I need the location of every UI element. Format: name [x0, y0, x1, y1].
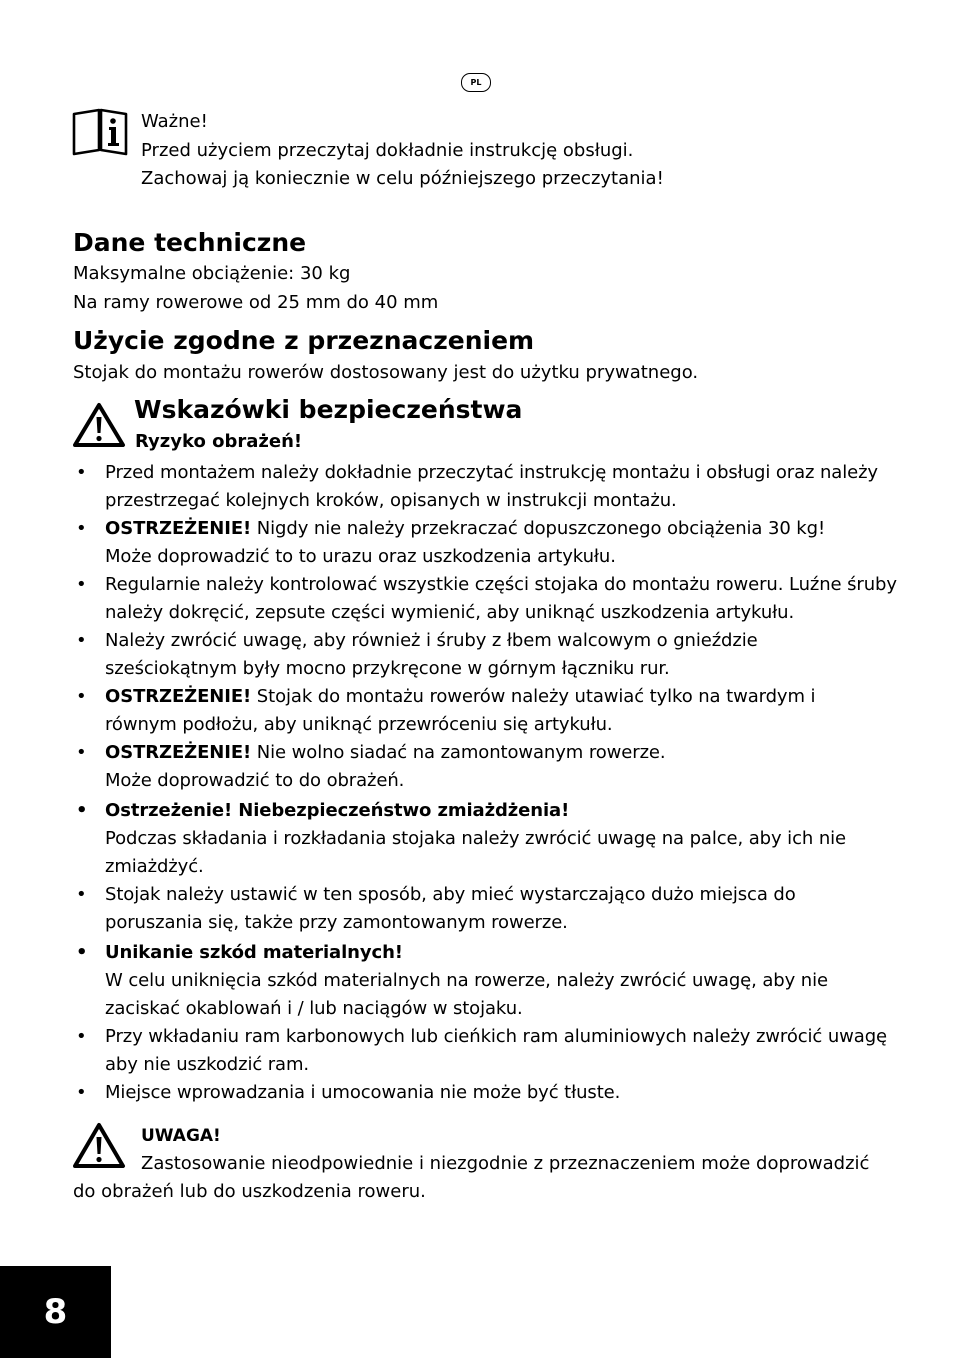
important-title: Ważne!: [141, 111, 208, 132]
caution-line-2: do obrażeń lub do uszkodzenia roweru.: [73, 1181, 426, 1202]
page-number: 8: [0, 1266, 111, 1358]
important-notice: [141, 108, 664, 194]
injury-risk-subheading: Ryzyko obrażeń!: [135, 431, 303, 452]
frame-size-line: Na ramy rowerowe od 25 mm do 40 mm: [73, 291, 439, 313]
warning-label: OSTRZEŻENIE!: [105, 686, 252, 707]
list-item: • Miejsce wprowadzania i umocowania nie może być tłuste.: [76, 1082, 621, 1103]
list-item: • Regularnie należy kontrolować wszystkie części stojaka do montażu roweru. Luźne śruby należy dokręcić, zepsute części wymienić, aby uniknąć uszkodzenia artykułu.: [76, 574, 897, 623]
important-line-1: Przed użyciem przeczytaj dokładnie instrukcję obsługi.: [141, 139, 634, 161]
important-line-2: Zachowaj ją koniecznie w celu późniejszego przeczytania!: [141, 168, 664, 189]
list-item: • OSTRZEŻENIE! Nigdy nie należy przekraczać dopuszczonego obciążenia 30 kg! Może doprowadzić to to urazu oraz uszkodzenia artykułu.: [76, 518, 826, 567]
warning-triangle-icon: [72, 1122, 126, 1170]
caution-title: UWAGA!: [141, 1126, 221, 1146]
list-item: • Unikanie szkód materialnych! W celu uniknięcia szkód materialnych na rowerze, należy zwrócić uwagę, aby nie zaciskać okablowań i / lub naciągów w stojaku.: [73, 939, 913, 1023]
list-item: • Przy wkładaniu ram karbonowych lub cieńkich ram aluminiowych należy zwrócić uwagę aby nie uszkodzić ram.: [76, 1026, 888, 1075]
intended-use-text: Stojak do montażu rowerów dostosowany jest do użytku prywatnego.: [73, 362, 699, 383]
warning-label: OSTRZEŻENIE!: [105, 518, 252, 539]
book-info-icon: [72, 108, 128, 156]
material-damage-label: Unikanie szkód materialnych!: [105, 942, 403, 963]
technical-data-lines: [73, 260, 438, 317]
list-item: • OSTRZEŻENIE! Stojak do montażu rowerów należy utawiać tylko na twardym i równym podłożu, aby uniknąć przewróceniu się artykułu.: [76, 686, 816, 735]
safety-heading: Wskazówki bezpieczeństwa: [134, 395, 523, 424]
list-item: • OSTRZEŻENIE! Nie wolno siadać na zamontowanym rowerze. Może doprowadzić to do obrażeń.: [76, 742, 666, 791]
list-item: • Stojak należy ustawić w ten sposób, aby mieć wystarczająco dużo miejsca do poruszania się, także przy zamontowanym rowerze.: [76, 884, 796, 933]
warning-triangle-icon: [72, 402, 126, 448]
max-load-line: Maksymalne obciążenie: 30 kg: [73, 263, 351, 284]
language-badge: PL: [461, 73, 491, 92]
list-item: • Ostrzeżenie! Niebezpieczeństwo zmiażdżenia! Podczas składania i rozkładania stojaka należy zwrócić uwagę na palce, aby ich nie zmiażdżyć.: [73, 797, 913, 881]
caution-line-1: Zastosowanie nieodpowiednie i niezgodnie z przeznaczeniem może doprowadzić: [141, 1153, 870, 1174]
list-item: • Należy zwrócić uwagę, aby również i śruby z łbem walcowym o gnieździe sześciokątnym były mocno przykręcone w górnym łączniku rur.: [76, 630, 758, 679]
warning-label: OSTRZEŻENIE!: [105, 742, 252, 763]
technical-data-heading: Dane techniczne: [73, 228, 307, 257]
safety-instructions-list: [73, 459, 913, 1107]
list-item: • Przed montażem należy dokładnie przeczytać instrukcję montażu i obsługi oraz należy przestrzegać kolejnych kroków, opisanych w instrukcji montażu.: [76, 462, 878, 511]
crush-hazard-label: Ostrzeżenie! Niebezpieczeństwo zmiażdżenia!: [105, 800, 570, 821]
intended-use-heading: Użycie zgodne z przeznaczeniem: [73, 326, 535, 355]
